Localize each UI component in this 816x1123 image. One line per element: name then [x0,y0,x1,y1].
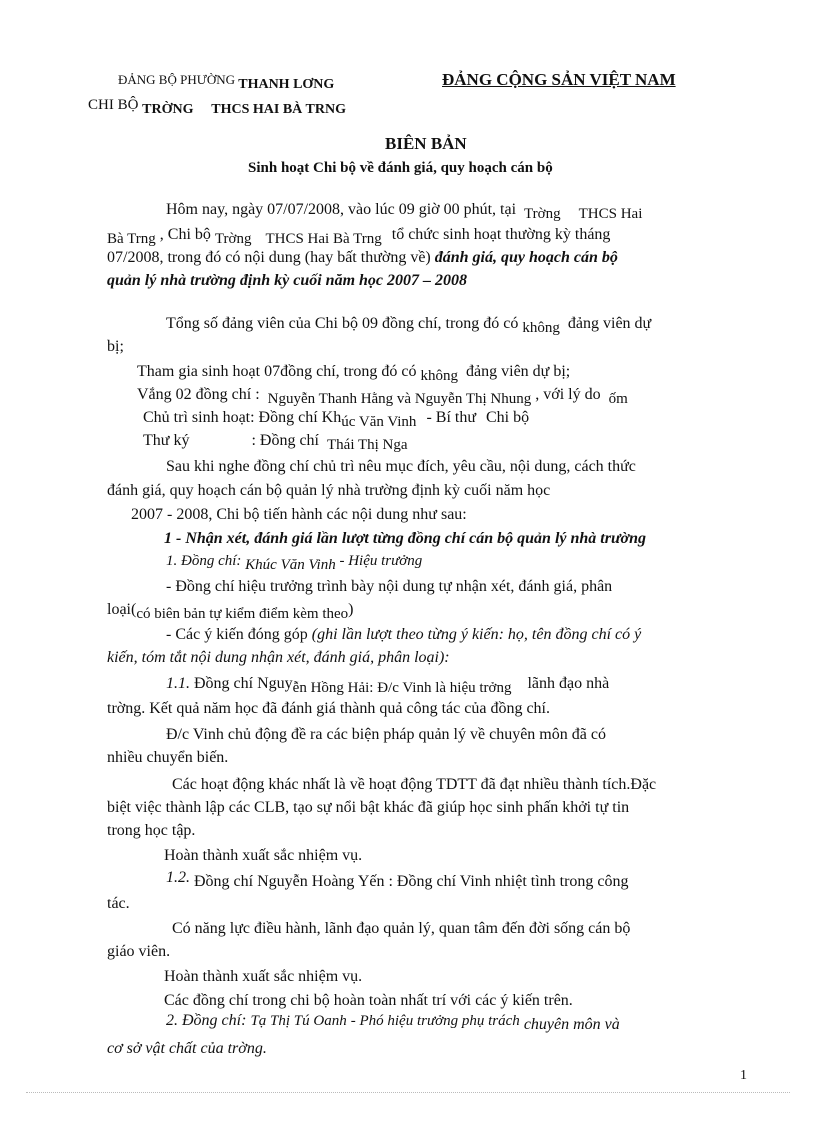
header-ward-name: THANH LƠNG [238,77,335,92]
intro-school-d: Trờng [214,231,252,247]
opinion-1-1-line-3: Đ/c Vinh chủ động đề ra các biện pháp quản lý về chuyên môn đã có [166,726,606,743]
self-assessment-line-1: - Đồng chí hiệu trưởng trình bày nội dung tự nhận xét, đánh giá, phân [166,578,613,595]
page-number: 1 [740,1068,747,1083]
document-title: BIÊN BẢN [385,134,467,153]
secretary-colon: : Đồng chí [251,432,319,449]
self-assessment-note: có biên bản tự kiểm điểm kèm theo [136,606,349,622]
item-2-line-2: cơ sở vật chất của trờng. [107,1040,267,1057]
opinion-1-2-line-2: tác. [107,895,130,912]
attendance-absent-reason: ốm [608,391,628,407]
intro-text: Hôm nay, ngày 07/07/2008, vào lúc 09 giờ 00 phút, tại [166,201,517,218]
opinion-1-1-line-2: trờng. Kết quả năm học đã đánh giá thành quả công tác của đồng chí. [107,700,550,717]
opinion-1-1-line-6: biệt việc thành lập các CLB, tạo sự nổi bật khác đã giúp học sinh phấn khởi tự tin [107,799,630,816]
opinion-1-1-text-a: Đồng chí Nguy [194,675,293,692]
page-bottom-divider [26,1092,790,1093]
attendance-total-text: Tổng số đảng viên của Chi bộ 09 đồng chí, trong đó có [166,315,519,332]
attendance-present-value: không [420,368,459,384]
opinions-label: - Các ý kiến đóng góp [166,626,308,643]
opinion-1-2 [166,869,629,890]
header-branch-label: CHI BỘ [88,97,139,113]
opinion-1-1-number: 1.1. [166,675,190,692]
item-1-name: Khúc Văn Vinh [245,557,336,573]
item-2-role: - Phó hiệu trưởng phụ trách [350,1013,520,1029]
attendance-present-text: Tham gia sinh hoạt 07đồng chí, trong đó có [137,363,417,380]
agreement-statement: Các đồng chí trong chi bộ hoàn toàn nhất trí với các ý kiến trên. [164,992,573,1009]
header-national-party: ĐẢNG CỘNG SẢN VIỆT NAM [442,70,676,89]
para-1-line-2: đánh giá, quy hoạch cán bộ quản lý nhà trường định kỳ cuối năm học [107,482,551,499]
attendance-absent [137,386,628,407]
opinions-instruction-cont: kiến, tóm tắt nội dung nhận xét, đánh giá, phân loại): [107,649,450,666]
intro-line-2 [107,226,611,247]
header-branch-school-b: THCS HAI BÀ TRNG [211,102,346,117]
self-assessment-text: loại( [107,601,137,618]
secretary-label: Thư ký [143,432,190,449]
chairperson [143,409,530,430]
opinion-1-1-text-b: ễn Hồng Hải: Đ/c Vinh là hiệu trởng [292,680,512,696]
attendance-total [166,315,652,336]
intro-line-4: quản lý nhà trường định kỳ cuối năm học 2007 – 2008 [107,272,468,289]
opinion-1-1-line-5: Các hoạt động khác nhất là về hoạt động TDTT đã đạt nhiều thành tích.Đặc [172,776,657,793]
attendance-absent-names: Nguyễn Thanh Hằng và Nguyễn Thị Nhung [267,391,532,407]
item-2-heading [166,1012,620,1033]
chairperson-label: Chủ trì sinh hoạt: Đồng chí Kh [143,409,342,426]
opinion-1-1-line-7: trong học tập. [107,822,196,839]
item-1-heading [166,553,423,573]
opinion-1-2-line-3: Có năng lực điều hành, lãnh đạo quản lý, quan tâm đến đời sống cán bộ [172,920,631,937]
self-assessment-close: ) [348,601,354,618]
intro-topic: đánh giá, quy hoạch cán bộ [434,249,618,266]
secretary [143,432,408,453]
opinion-1-1-line-4: nhiều chuyển biến. [107,749,229,766]
intro-school-a: Trờng [524,206,561,222]
document-subtitle: Sinh hoạt Chi bộ về đánh giá, quy hoạch cán bộ [248,160,553,176]
intro-school-c: Bà Trng [107,231,156,247]
intro-text-2: tổ chức sinh hoạt thường kỳ tháng [391,226,611,243]
intro-branch: , Chi bộ [159,226,211,243]
attendance-absent-reason-label: , với lý do [535,386,601,403]
item-2-name: Tạ Thị Tú Oanh [250,1013,347,1029]
attendance-present-text-2: đảng viên dự bị; [466,363,571,380]
opinion-1-1-conclusion: Hoàn thành xuất sắc nhiệm vụ. [164,847,363,864]
opinion-1-1 [166,675,610,696]
chairperson-role: - Bí thư [426,409,476,426]
attendance-present [137,363,571,384]
opinion-1-2-line-4: giáo viên. [107,943,171,960]
para-1-line-3: 2007 - 2008, Chi bộ tiến hành các nội dung như sau: [131,506,467,523]
intro-school-e: THCS Hai Bà Trng [265,231,382,247]
opinion-1-2-conclusion: Hoàn thành xuất sắc nhiệm vụ. [164,968,363,985]
item-1-role: - Hiệu trưởng [339,553,423,569]
opinion-1-1-text-c: lãnh đạo nhà [527,675,610,692]
item-1-label: 1. Đồng chí: [166,553,242,569]
item-2-label: 2. Đồng chí: [166,1012,247,1029]
secretary-name: Thái Thị Nga [327,437,408,453]
attendance-total-cont: bị; [107,338,124,355]
intro-line-3 [107,249,618,267]
opinion-1-2-text: Đồng chí Nguyễn Hoàng Yến : Đồng chí Vinh nhiệt tình trong công [194,873,629,890]
chairperson-unit: Chi bộ [486,409,530,426]
header-party-ward [118,72,335,92]
opinions-instruction: (ghi lần lượt theo từng ý kiến: họ, tên đồng chí có ý [311,626,642,643]
opinions-heading [166,626,641,644]
item-2-role-cont: chuyên môn và [523,1016,620,1033]
header-branch-school-a: TRỜNG [142,102,194,117]
header-ward-label: ĐẢNG BỘ PHƯỜNG [118,72,235,87]
section-1-heading: 1 - Nhận xét, đánh giá lần lượt từng đồng chí cán bộ quản lý nhà trường [164,530,647,547]
intro-line-1 [166,201,643,222]
para-1-line-1: Sau khi nghe đồng chí chủ trì nêu mục đích, yêu cầu, nội dung, cách thức [166,458,636,475]
opinion-1-2-number: 1.2. [166,869,190,886]
attendance-total-value: không [522,320,560,336]
attendance-total-text-2: đảng viên dự [567,315,652,332]
intro-text-3: 07/2008, trong đó có nội dung (hay bất thường về) [107,249,431,266]
chairperson-name: úc Văn Vinh [341,414,417,430]
header-branch [88,97,346,117]
self-assessment-line-2 [107,601,354,622]
attendance-absent-text: Vắng 02 đồng chí : [137,386,260,403]
intro-school-b: THCS Hai [578,206,643,222]
